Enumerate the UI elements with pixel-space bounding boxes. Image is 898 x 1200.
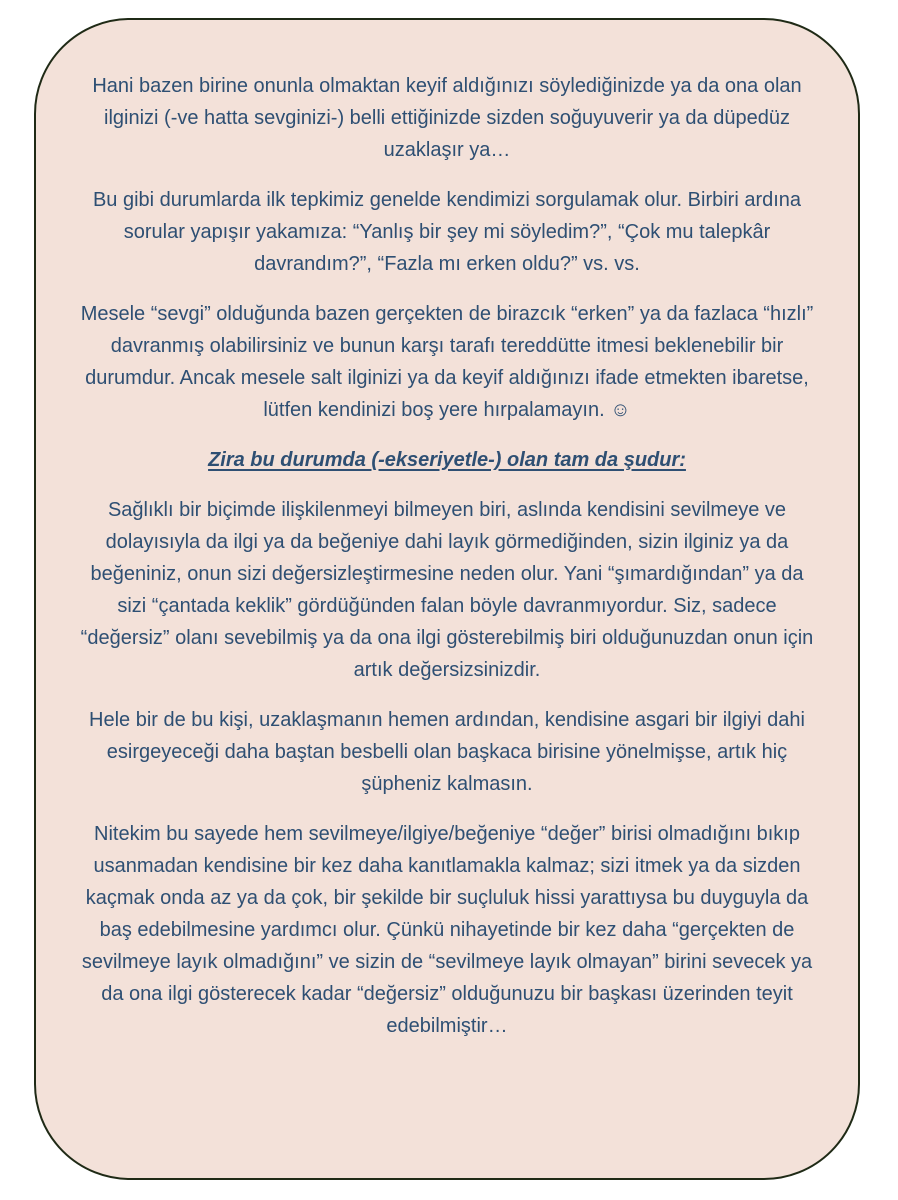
paragraph-questions: Bu gibi durumlarda ilk tepkimiz genelde kendimizi sorgulamak olur. Birbiri ardına sorular yapışır yakamıza: “Yanlış bir şey mi söyledim?”, “Çok mu talepkâr davrandım?”, “Fazla mı erken oldu?” vs. vs.: [92, 189, 802, 275]
text-card: [34, 18, 860, 1180]
section-heading: Zira bu durumda (-ekseriyetle-) olan tam da şudur:: [208, 449, 686, 471]
paragraph-love: Mesele “sevgi” olduğunda bazen gerçekten de birazcık “erken” ya da fazlaca “hızlı” davranmış olabilirsiniz ve bunun karşı tarafı tereddütte itmesi beklenebilir bir durumdur. Ancak mesele salt ilginizi ya da keyif aldığınızı ifade etmekten ibaretse, lütfen kendinizi boş yere hırpalamayın. ☺: [80, 303, 814, 421]
paragraph-conclusion: Nitekim bu sayede hem sevilmeye/ilgiye/beğeniye “değer” birisi olmadığını bıkıp usanmadan kendisine bir kez daha kanıtlamakla kalmaz; sizi itmek ya da sizden kaçmak onda az ya da çok, bir şekilde bir suçluluk hissi yarattıysa bu duyguyla da baş edebilmesine yardımcı olur. Çünkü nihayetinde bir kez daha “gerçekten de sevilmeye layık olmadığını” ve sizin de “sevilmeye layık olmayan” birini sevecek ya da ona ilgi gösterecek kadar “değersiz” olduğunuzu bir başkası üzerinden teyit edebilmiştir…: [81, 823, 813, 1037]
paragraph-other-person: Hele bir de bu kişi, uzaklaşmanın hemen ardından, kendisine asgari bir ilgiyi dahi esirgeyeceği daha baştan besbelli olan başkaca birisine yönelmişse, artık hiç şüpheniz kalmasın.: [89, 709, 805, 795]
paragraph-explanation: Sağlıklı bir biçimde ilişkilenmeyi bilmeyen biri, aslında kendisini sevilmeye ve dolayısıyla da ilgi ya da beğeniye dahi layık görmediğinden, sizin ilginiz ya da beğeniniz, onun sizi değersizleştirmesine neden olur. Yani “şımardığından” ya da sizi “çantada keklik” gördüğünden falan böyle davranmıyordur. Siz, sadece “değersiz” olanı sevebilmiş ya da ona ilgi gösterebilmiş biri olduğunuzdan onun için artık değersizsinizdir.: [80, 499, 814, 681]
paragraph-intro: Hani bazen birine onunla olmaktan keyif aldığınızı söylediğinizde ya da ona olan ilginizi (-ve hatta sevginizi-) belli ettiğinizde sizden soğuyuverir ya da düpedüz uzaklaşır ya…: [92, 75, 802, 161]
